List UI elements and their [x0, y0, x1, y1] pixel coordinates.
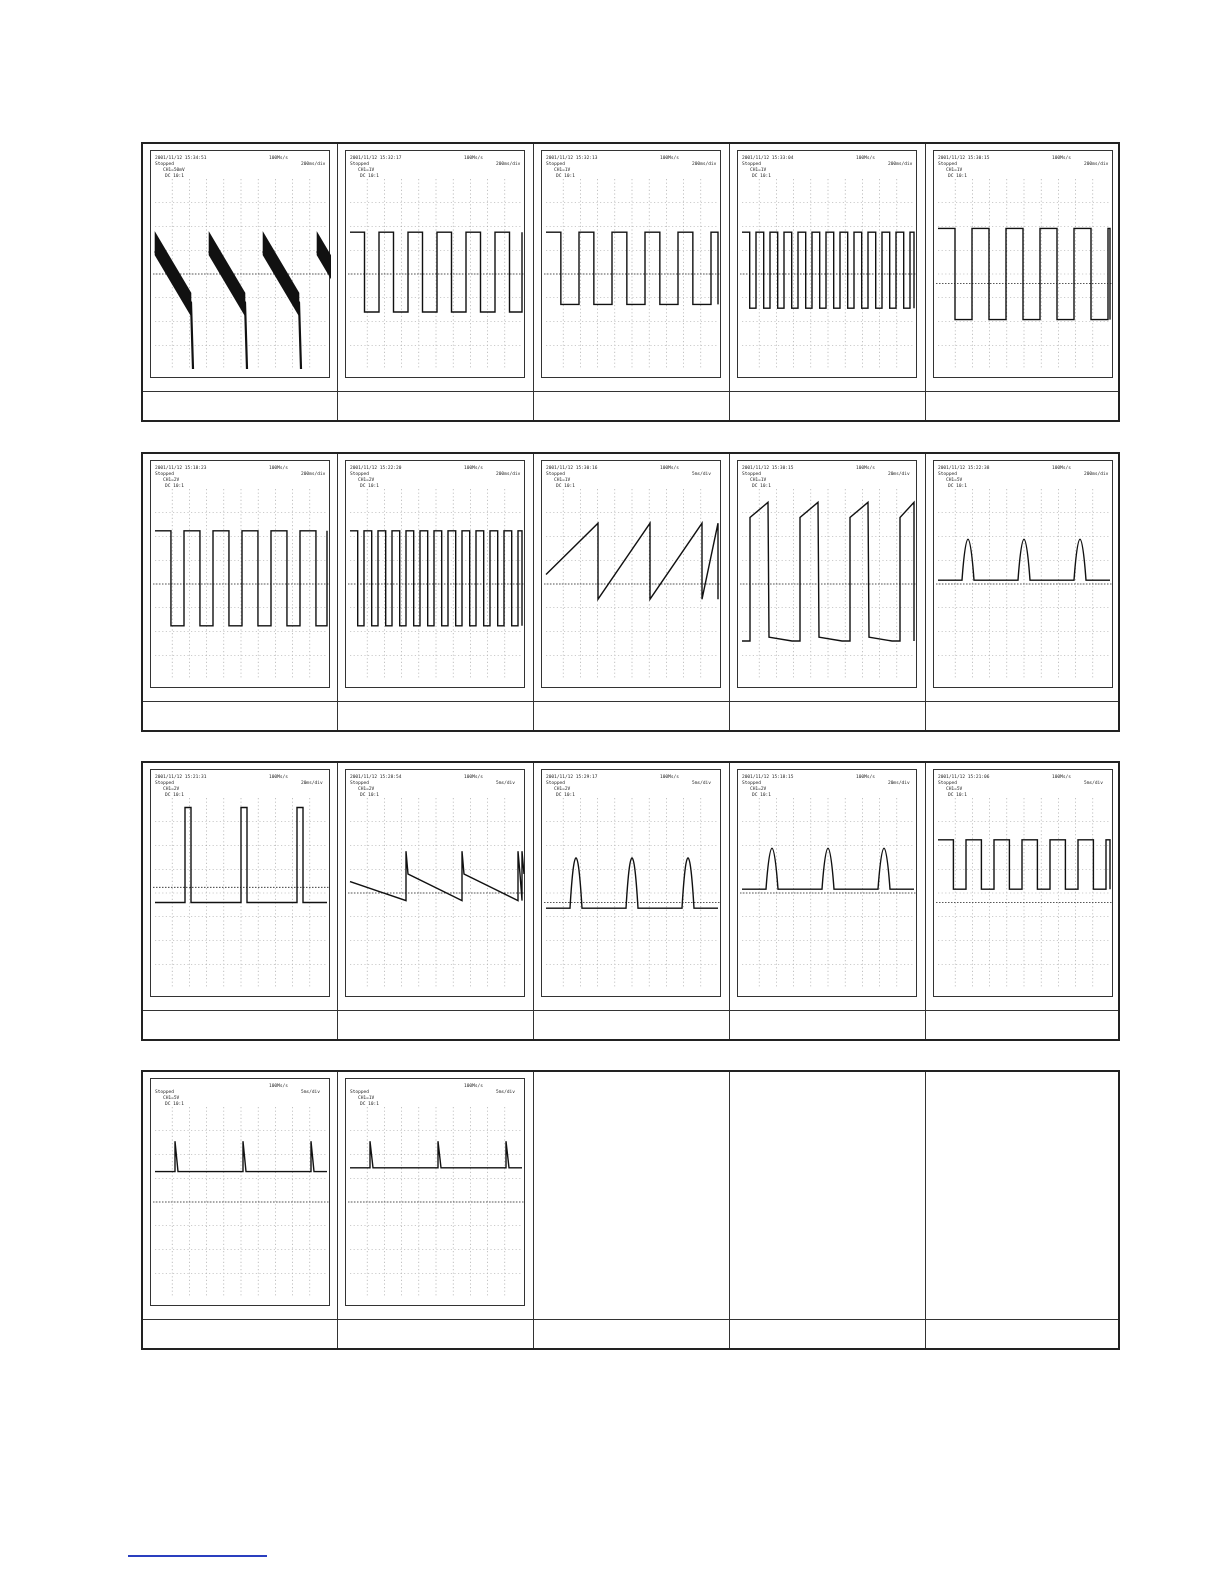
scope-channel: CH1=5V [946, 787, 963, 792]
scope-status: Stopped [155, 1090, 174, 1095]
caption-cell [338, 392, 534, 420]
scope-timestamp: 2001/11/12 15:30:15 [742, 466, 794, 471]
scope-timestamp: 2001/11/12 15:30:16 [546, 466, 598, 471]
oscilloscope-trace [150, 460, 330, 688]
scope-status: Stopped [546, 162, 565, 167]
caption-row [143, 1010, 1118, 1039]
caption-cell [730, 702, 926, 730]
scope-timestamp: 2001/11/12 15:22:38 [938, 466, 990, 471]
scope-status: Stopped [155, 162, 174, 167]
scope-coupling: DC 10:1 [360, 1102, 379, 1107]
scope-status: Stopped [742, 162, 761, 167]
caption-cell [534, 392, 730, 420]
waveform-block-2 [141, 452, 1120, 732]
scope-sample-rate: 100Ms/s [464, 1084, 483, 1089]
scope-timebase: 5ms/div [692, 472, 711, 477]
scope-timestamp: 2001/11/12 15:22:20 [350, 466, 402, 471]
scope-coupling: DC 10:1 [360, 174, 379, 179]
scope-sample-rate: 100Ms/s [856, 466, 875, 471]
scope-timebase: 200ms/div [888, 162, 913, 167]
waveform-cell [338, 763, 534, 1013]
scope-channel: CH1=50mV [163, 168, 185, 173]
caption-cell [730, 1011, 926, 1039]
scope-channel: CH1=1V [946, 168, 963, 173]
caption-cell [338, 1011, 534, 1039]
waveform-cell [730, 763, 926, 1013]
waveform-path [742, 232, 914, 308]
scope-coupling: DC 10:1 [360, 484, 379, 489]
scope-coupling: DC 10:1 [752, 174, 771, 179]
waveform-cell [338, 1072, 534, 1322]
caption-cell [730, 392, 926, 420]
waveform-block-3 [141, 761, 1120, 1041]
waveform-cell [338, 144, 534, 394]
waveform-path [546, 858, 718, 908]
scope-channel: CH1=2V [163, 478, 180, 483]
scope-timebase: 200ms/div [496, 472, 521, 477]
caption-cell [143, 1011, 338, 1039]
caption-cell [534, 1011, 730, 1039]
waveform-cell [534, 144, 730, 394]
scope-timebase: 20ms/div [301, 781, 323, 786]
scope-coupling: DC 10:1 [165, 793, 184, 798]
caption-cell [926, 702, 1119, 730]
scope-status: Stopped [938, 162, 957, 167]
waveform-path [155, 1141, 327, 1171]
waveform-cell [143, 454, 338, 704]
footer-rule [128, 1555, 267, 1557]
oscilloscope-trace [345, 460, 525, 688]
scope-timestamp: 2001/11/12 15:29:17 [546, 775, 598, 780]
scope-channel: CH1=5V [163, 1096, 180, 1101]
scope-timestamp: 2001/11/12 15:18:23 [155, 466, 207, 471]
scope-coupling: DC 10:1 [360, 793, 379, 798]
waveform-cell [926, 1072, 1119, 1322]
oscilloscope-trace [150, 769, 330, 997]
scope-coupling: DC 10:1 [165, 1102, 184, 1107]
scope-channel: CH1=1V [554, 168, 571, 173]
waveform-path [546, 232, 718, 304]
caption-cell [143, 1320, 338, 1348]
waveform-block-4 [141, 1070, 1120, 1350]
scope-timebase: 20ms/div [888, 472, 910, 477]
scope-coupling: DC 10:1 [556, 174, 575, 179]
scope-timebase: 5ms/div [1084, 781, 1103, 786]
waveform-cell [143, 1072, 338, 1322]
scope-channel: CH1=2V [358, 787, 375, 792]
waveform-cell [926, 454, 1119, 704]
scope-coupling: DC 10:1 [556, 484, 575, 489]
scope-channel: CH1=2V [163, 787, 180, 792]
oscilloscope-trace [933, 460, 1113, 688]
oscilloscope-trace [737, 460, 917, 688]
waveform-cell [534, 454, 730, 704]
scope-timestamp: 2001/11/12 15:34:51 [155, 156, 207, 161]
caption-cell [143, 702, 338, 730]
scope-channel: CH1=5V [946, 478, 963, 483]
scope-timestamp: 2001/11/12 15:21:31 [155, 775, 207, 780]
scope-sample-rate: 100Ms/s [856, 156, 875, 161]
scope-coupling: DC 10:1 [948, 484, 967, 489]
scope-sample-rate: 100Ms/s [856, 775, 875, 780]
scope-timestamp: 2001/11/12 15:32:17 [350, 156, 402, 161]
scope-timebase: 200ms/div [496, 162, 521, 167]
scope-sample-rate: 100Ms/s [464, 775, 483, 780]
scope-timestamp: 2001/11/12 15:30:15 [938, 156, 990, 161]
scope-channel: CH1=1V [358, 1096, 375, 1101]
scope-timestamp: 2001/11/12 15:21:06 [938, 775, 990, 780]
scope-channel: CH1=1V [358, 168, 375, 173]
waveform-cell [534, 763, 730, 1013]
caption-row [143, 1319, 1118, 1348]
caption-row [143, 701, 1118, 730]
caption-cell [338, 702, 534, 730]
oscilloscope-trace [345, 1078, 525, 1306]
waveform-cell [926, 763, 1119, 1013]
scope-sample-rate: 100Ms/s [1052, 466, 1071, 471]
caption-cell [926, 1320, 1119, 1348]
scope-status: Stopped [155, 472, 174, 477]
caption-row [143, 391, 1118, 420]
scope-status: Stopped [742, 781, 761, 786]
scope-channel: CH1=2V [358, 478, 375, 483]
oscilloscope-trace [737, 150, 917, 378]
waveform-cell [338, 454, 534, 704]
scope-status: Stopped [742, 472, 761, 477]
scope-timebase: 200ms/div [301, 472, 326, 477]
scope-timestamp: 2001/11/12 15:32:13 [546, 156, 598, 161]
oscilloscope-trace [933, 769, 1113, 997]
scope-channel: CH1=1V [750, 168, 767, 173]
caption-cell [534, 1320, 730, 1348]
caption-cell [534, 702, 730, 730]
waveform-path [938, 539, 1110, 580]
scope-timebase: 20ms/div [888, 781, 910, 786]
scope-channel: CH1=1V [750, 478, 767, 483]
scope-sample-rate: 100Ms/s [269, 156, 288, 161]
caption-cell [338, 1320, 534, 1348]
scope-sample-rate: 100Ms/s [1052, 156, 1071, 161]
scope-timebase: 200ms/div [692, 162, 717, 167]
scope-timestamp: 2001/11/12 15:28:54 [350, 775, 402, 780]
waveform-cell [730, 144, 926, 394]
oscilloscope-trace [737, 769, 917, 997]
scope-timebase: 5ms/div [496, 1090, 515, 1095]
scope-sample-rate: 100Ms/s [464, 156, 483, 161]
waveform-cell [143, 144, 338, 394]
scope-coupling: DC 10:1 [165, 174, 184, 179]
scope-sample-rate: 100Ms/s [269, 775, 288, 780]
scope-status: Stopped [350, 162, 369, 167]
scope-timebase: 200ms/div [1084, 472, 1109, 477]
scope-sample-rate: 100Ms/s [660, 156, 679, 161]
scope-channel: CH1=2V [750, 787, 767, 792]
scope-status: Stopped [350, 1090, 369, 1095]
oscilloscope-trace [541, 150, 721, 378]
caption-cell [926, 392, 1119, 420]
scope-coupling: DC 10:1 [752, 484, 771, 489]
oscilloscope-trace [150, 150, 330, 378]
scope-sample-rate: 100Ms/s [1052, 775, 1071, 780]
waveform-cell [926, 144, 1119, 394]
oscilloscope-trace [541, 460, 721, 688]
oscilloscope-trace [345, 150, 525, 378]
scope-status: Stopped [350, 781, 369, 786]
oscilloscope-trace [150, 1078, 330, 1306]
scope-coupling: DC 10:1 [752, 793, 771, 798]
scope-sample-rate: 100Ms/s [660, 466, 679, 471]
scope-timebase: 5ms/div [496, 781, 515, 786]
scope-status: Stopped [938, 472, 957, 477]
scope-coupling: DC 10:1 [165, 484, 184, 489]
scope-sample-rate: 100Ms/s [464, 466, 483, 471]
waveform-cell [143, 763, 338, 1013]
waveform-block-1 [141, 142, 1120, 422]
scope-sample-rate: 100Ms/s [660, 775, 679, 780]
scope-status: Stopped [155, 781, 174, 786]
scope-timebase: 5ms/div [301, 1090, 320, 1095]
waveform-cell [730, 1072, 926, 1322]
scope-coupling: DC 10:1 [556, 793, 575, 798]
scope-timebase: 5ms/div [692, 781, 711, 786]
oscilloscope-trace [541, 769, 721, 997]
waveform-path [742, 848, 914, 889]
scope-timebase: 200ms/div [1084, 162, 1109, 167]
scope-timebase: 200ms/div [301, 162, 326, 167]
waveform-cell [730, 454, 926, 704]
caption-cell [730, 1320, 926, 1348]
oscilloscope-trace [933, 150, 1113, 378]
scope-sample-rate: 100Ms/s [269, 466, 288, 471]
scope-timestamp: 2001/11/12 15:33:04 [742, 156, 794, 161]
scope-status: Stopped [350, 472, 369, 477]
caption-cell [926, 1011, 1119, 1039]
oscilloscope-trace [345, 769, 525, 997]
scope-status: Stopped [546, 472, 565, 477]
scope-channel: CH1=1V [554, 478, 571, 483]
scope-timestamp: 2001/11/12 15:18:15 [742, 775, 794, 780]
scope-status: Stopped [546, 781, 565, 786]
scope-sample-rate: 100Ms/s [269, 1084, 288, 1089]
scope-channel: CH1=2V [554, 787, 571, 792]
scope-coupling: DC 10:1 [948, 174, 967, 179]
scope-coupling: DC 10:1 [948, 793, 967, 798]
caption-cell [143, 392, 338, 420]
waveform-path [742, 502, 914, 641]
waveform-cell [534, 1072, 730, 1322]
scope-status: Stopped [938, 781, 957, 786]
